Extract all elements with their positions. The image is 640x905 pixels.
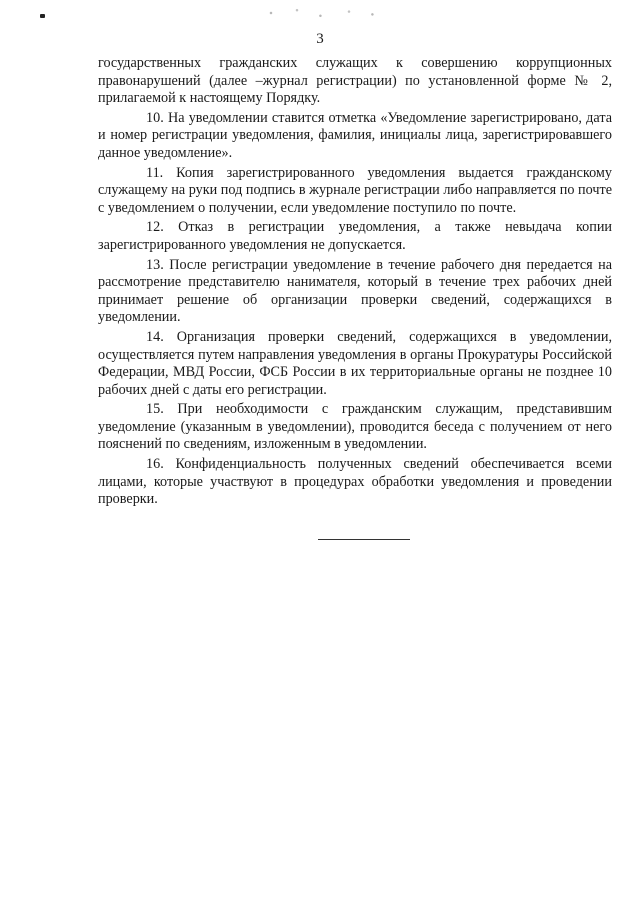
page-number: 3: [316, 31, 324, 47]
paragraph-11: 11. Копия зарегистрированного уведомления выдается гражданскому служащему на руки под подпись в журнале регистрации либо направляется по почте с уведомлением о получении, если уведомление поступило по почте.: [98, 164, 612, 216]
end-of-document-rule: [318, 539, 410, 540]
paragraph-16: 16. Конфиденциальность полученных сведений обеспечивается всеми лицами, которые участвуют в процедурах обработки уведомления и проведении проверки.: [98, 456, 612, 508]
paragraph-13: 13. После регистрации уведомление в течение рабочего дня передается на рассмотрение представителю нанимателя, который в течение трех рабочих дней принимает решение об организации проверки сведений, содержащихся в уведомлении.: [98, 256, 612, 326]
paragraph-continuation: государственных гражданских служащих к совершению коррупционных правонарушений (далее –журнал регистрации) по установленной форме № 2, прилагаемой к настоящему Порядку.: [98, 55, 612, 107]
scan-artifact-mark: [40, 14, 45, 18]
paragraph-10: 10. На уведомлении ставится отметка «Уведомление зарегистрировано, дата и номер регистрации уведомления, фамилия, инициалы лица, зарегистрировавшего данное уведомление».: [98, 109, 612, 161]
document-body: [98, 55, 612, 511]
scan-artifact-noise: [258, 6, 388, 20]
paragraph-12: 12. Отказ в регистрации уведомления, а также невыдача копии зарегистрированного уведомления не допускается.: [98, 219, 612, 253]
paragraph-15: 15. При необходимости с гражданским служащим, представившим уведомление (указанным в уведомлении), проводится беседа с получением от него пояснений по сведениям, изложенным в уведомлении.: [98, 401, 612, 453]
paragraph-14: 14. Организация проверки сведений, содержащихся в уведомлении, осуществляется путем направления уведомления в органы Прокуратуры Российской Федерации, МВД России, ФСБ России в их территориальные органы не позднее 10 рабочих дней с даты его регистрации.: [98, 328, 612, 398]
